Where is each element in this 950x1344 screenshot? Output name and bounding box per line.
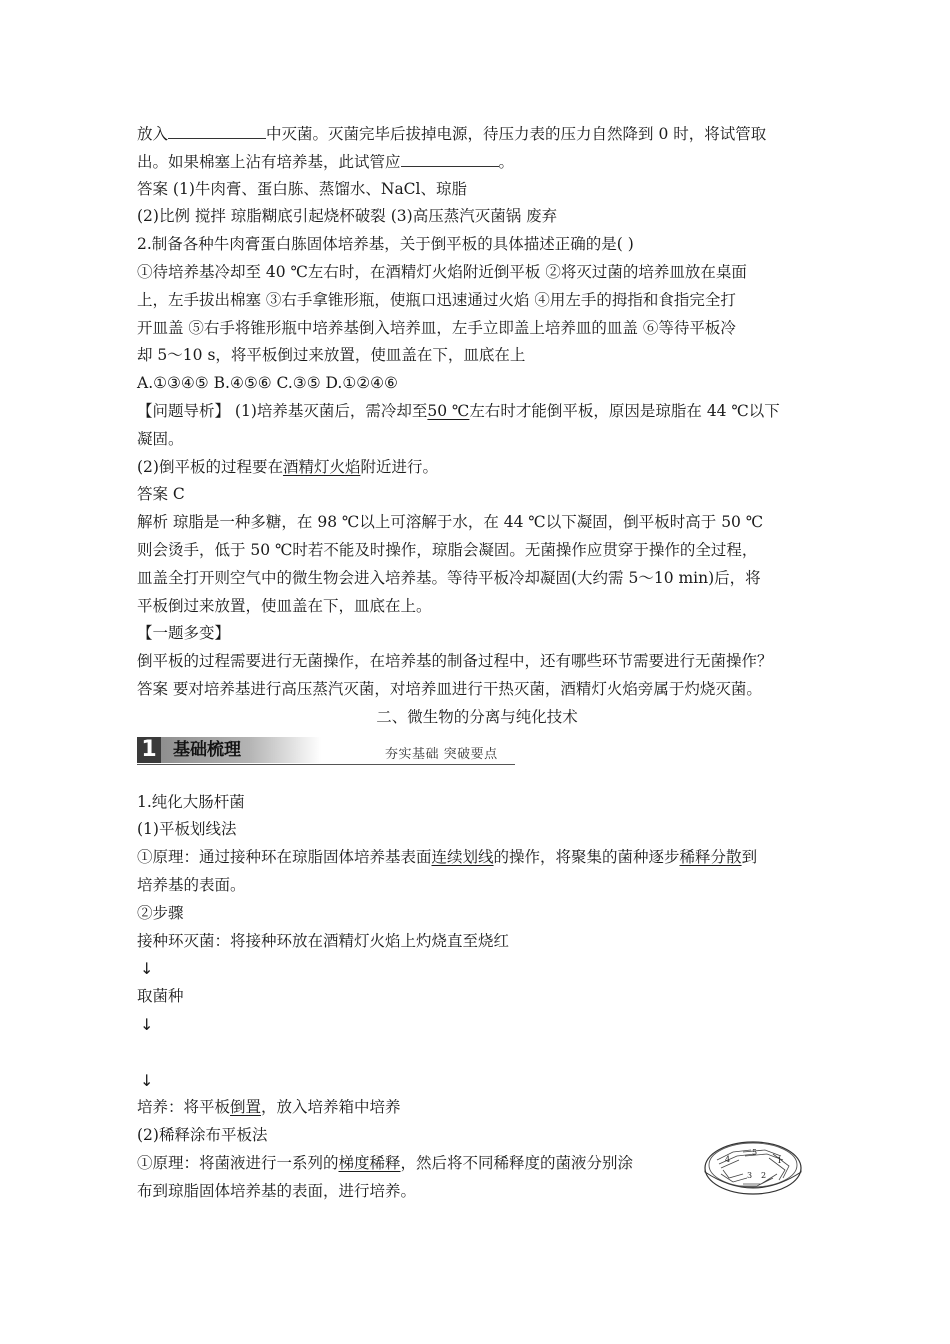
text: 附近进行。 xyxy=(360,457,438,476)
paragraph-line: 培养基的表面。 xyxy=(137,875,246,894)
guide-line: 凝固。 xyxy=(137,429,184,448)
underlined-answer: 倒置 xyxy=(230,1098,262,1117)
section-banner xyxy=(137,735,817,769)
question-option-line: ①待培养基冷却至 40 ℃左右时，在酒精灯火焰附近倒平板 ②将灭过菌的培养皿放在桌面 xyxy=(137,262,747,281)
text: (2)倒平板的过程要在 xyxy=(137,457,283,476)
question-stem: 2.制备各种牛肉膏蛋白胨固体培养基，关于倒平板的具体描述正确的是( ) xyxy=(137,235,634,254)
guide-line xyxy=(137,398,817,426)
dish-label: 1 xyxy=(777,1156,783,1165)
heading: 1.纯化大肠杆菌 xyxy=(137,792,245,811)
step-line: 取菌种 xyxy=(137,987,184,1006)
text: ①原理：通过接种环在琼脂固体培养基表面 xyxy=(137,848,432,867)
text: 中灭菌。灭菌完毕后拔掉电源，待压力表的压力自然降到 0 时，将试管取 xyxy=(266,125,767,143)
variant-heading: 【一题多变】 xyxy=(137,624,231,643)
down-arrow-icon: ↓ xyxy=(140,959,154,979)
analysis-line: 皿盖全打开则空气中的微生物会进入培养基。等待平板冷却凝固(大约需 5～10 min)后，将 xyxy=(137,568,761,587)
dish-label: 3 xyxy=(747,1171,753,1180)
empty-step-line xyxy=(137,1039,817,1067)
steps-label: ②步骤 xyxy=(137,903,184,922)
question-option-line: 开皿盖 ⑤右手将锥形瓶中培养基倒入培养皿，左手立即盖上培养皿的皿盖 ⑥等待平板冷 xyxy=(137,318,736,337)
underlined-answer: 稀释分散 xyxy=(679,848,742,867)
subheading: (2)稀释涂布平板法 xyxy=(137,1126,268,1145)
petri-dish-streak-diagram xyxy=(703,1138,805,1198)
paragraph-line: 布到琼脂固体培养基的表面，进行培养。 xyxy=(137,1181,417,1200)
underlined-answer: 50 ℃ xyxy=(427,401,470,420)
banner-rule xyxy=(137,764,515,765)
text: 培养：将平板 xyxy=(137,1098,231,1117)
banner-number: 1 xyxy=(137,737,161,763)
paragraph-line xyxy=(137,148,817,176)
text: 【问题导析】 (1)培养基灭菌后，需冷却至 xyxy=(137,401,428,420)
answer-line: 答案 (1)牛肉膏、蛋白胨、蒸馏水、NaCl、琼脂 xyxy=(137,179,468,198)
banner-subtitle: 夯实基础 突破要点 xyxy=(385,746,498,762)
text: 。 xyxy=(498,152,515,171)
paragraph-line xyxy=(137,120,817,148)
text: ，然后将不同稀释度的菌液分别涂 xyxy=(400,1153,634,1172)
step-line xyxy=(137,1094,817,1122)
dish-label: 2 xyxy=(761,1171,767,1180)
fill-blank xyxy=(168,120,266,139)
text: 的操作，将聚集的菌种逐步 xyxy=(493,848,680,867)
underlined-answer: 酒精灯火焰 xyxy=(282,457,361,476)
down-arrow-icon: ↓ xyxy=(140,1070,154,1090)
guide-line xyxy=(137,454,817,482)
dish-label: 5 xyxy=(752,1148,758,1157)
question-option-line: 上，左手拔出棉塞 ③右手拿锥形瓶，使瓶口迅速通过火焰 ④用左手的拇指和食指完全打 xyxy=(137,290,736,309)
text: ①原理：将菌液进行一系列的 xyxy=(137,1153,339,1172)
text: 放入 xyxy=(137,125,169,143)
banner-title: 基础梳理 xyxy=(173,739,241,760)
down-arrow-icon: ↓ xyxy=(140,1014,154,1034)
document-page xyxy=(137,120,817,1205)
variant-question: 倒平板的过程需要进行无菌操作，在培养基的制备过程中，还有哪些环节需要进行无菌操作？ xyxy=(137,652,773,671)
subheading: (1)平板划线法 xyxy=(137,820,237,839)
text: 出。如果棉塞上沾有培养基，此试管应 xyxy=(137,152,401,171)
text: 左右时才能倒平板，原因是琼脂在 44 ℃以下 xyxy=(469,401,780,420)
step-line: 接种环灭菌：将接种环放在酒精灯火焰上灼烧直至烧红 xyxy=(137,931,510,950)
analysis-line: 解析 琼脂是一种多糖，在 98 ℃以上可溶解于水，在 44 ℃以下凝固，倒平板时高于 50 ℃ xyxy=(137,513,764,532)
analysis-line: 则会烫手，低于 50 ℃时若不能及时操作，琼脂会凝固。无菌操作应贯穿于操作的全过程， xyxy=(137,540,758,559)
underlined-answer: 连续划线 xyxy=(431,848,494,867)
text: ，放入培养箱中培养 xyxy=(261,1098,401,1117)
dish-label: 4 xyxy=(725,1155,731,1164)
variant-answer: 答案 要对培养基进行高压蒸汽灭菌，对培养皿进行干热灭菌，酒精灯火焰旁属于灼烧灭菌。 xyxy=(137,679,762,698)
underlined-answer: 梯度稀释 xyxy=(338,1153,401,1172)
text: 到 xyxy=(741,848,758,867)
answer-line: (2)比例 搅拌 琼脂糊底引起烧杯破裂 (3)高压蒸汽灭菌锅 废弃 xyxy=(137,207,558,226)
question-option-line: 却 5～10 s，将平板倒过来放置，使皿盖在下，皿底在上 xyxy=(137,346,526,365)
section-title: 二、微生物的分离与纯化技术 xyxy=(376,707,578,726)
answer-line: 答案 C xyxy=(137,485,185,504)
fill-blank xyxy=(401,148,499,167)
paragraph-line xyxy=(137,844,817,872)
analysis-line: 平板倒过来放置，使皿盖在下，皿底在上。 xyxy=(137,596,432,615)
question-choices: A.①③④⑤ B.④⑤⑥ C.③⑤ D.①②④⑥ xyxy=(137,374,398,393)
